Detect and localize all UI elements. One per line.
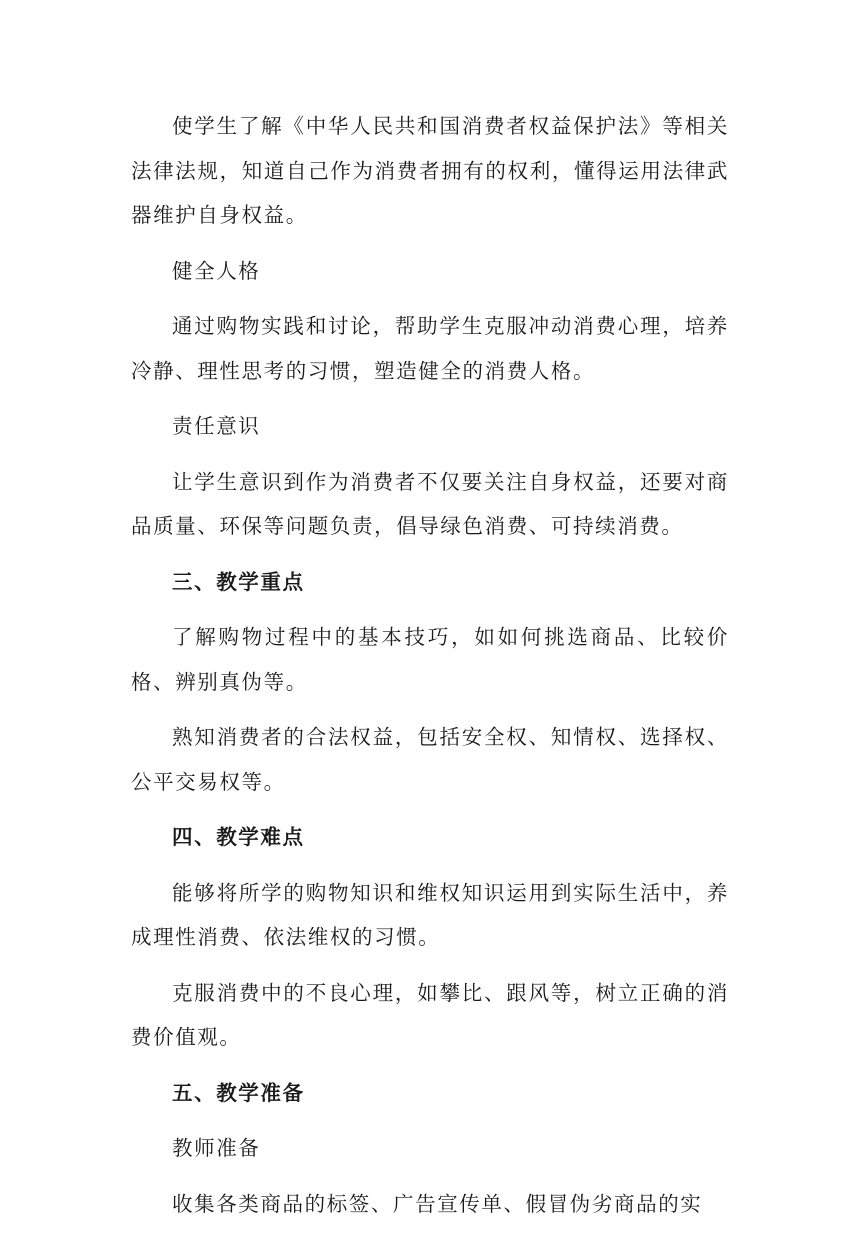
section-heading-difficulties: 四、教学难点 — [172, 825, 305, 849]
paragraph-overcome-psychology: 克服消费中的不良心理，如攀比、跟风等，树立正确的消费价值观。 — [131, 980, 729, 1049]
paragraph-personality: 通过购物实践和讨论，帮助学生克服冲动消费心理，培养冷静、理性思考的习惯，塑造健全的消费人格。 — [131, 314, 729, 383]
subheading-teacher-preparation: 教师准备 — [172, 1136, 261, 1160]
document-page — [131, 104, 729, 1237]
paragraph-consumer-rights: 熟知消费者的合法权益，包括安全权、知情权、选择权、公平交易权等。 — [131, 725, 729, 794]
paragraph-shopping-skills: 了解购物过程中的基本技巧，如如何挑选商品、比较价格、辨别真伪等。 — [131, 625, 729, 694]
paragraph-responsibility: 让学生意识到作为消费者不仅要关注自身权益，还要对商品质量、环保等问题负责，倡导绿色消费、可持续消费。 — [131, 469, 729, 538]
subheading-sound-personality: 健全人格 — [172, 258, 261, 283]
paragraph-collect-materials: 收集各类商品的标签、广告宣传单、假冒伪劣商品的实 — [172, 1191, 703, 1216]
section-heading-preparation: 五、教学准备 — [172, 1080, 305, 1105]
paragraph-law-awareness: 使学生了解《中华人民共和国消费者权益保护法》等相关法律法规，知道自己作为消费者拥有的权利，懂得运用法律武器维护自身权益。 — [131, 114, 729, 227]
paragraph-apply-knowledge: 能够将所学的购物知识和维权知识运用到实际生活中，养成理性消费、依法维权的习惯。 — [131, 880, 729, 949]
section-heading-key-points: 三、教学重点 — [172, 569, 305, 594]
subheading-responsibility: 责任意识 — [172, 414, 261, 438]
